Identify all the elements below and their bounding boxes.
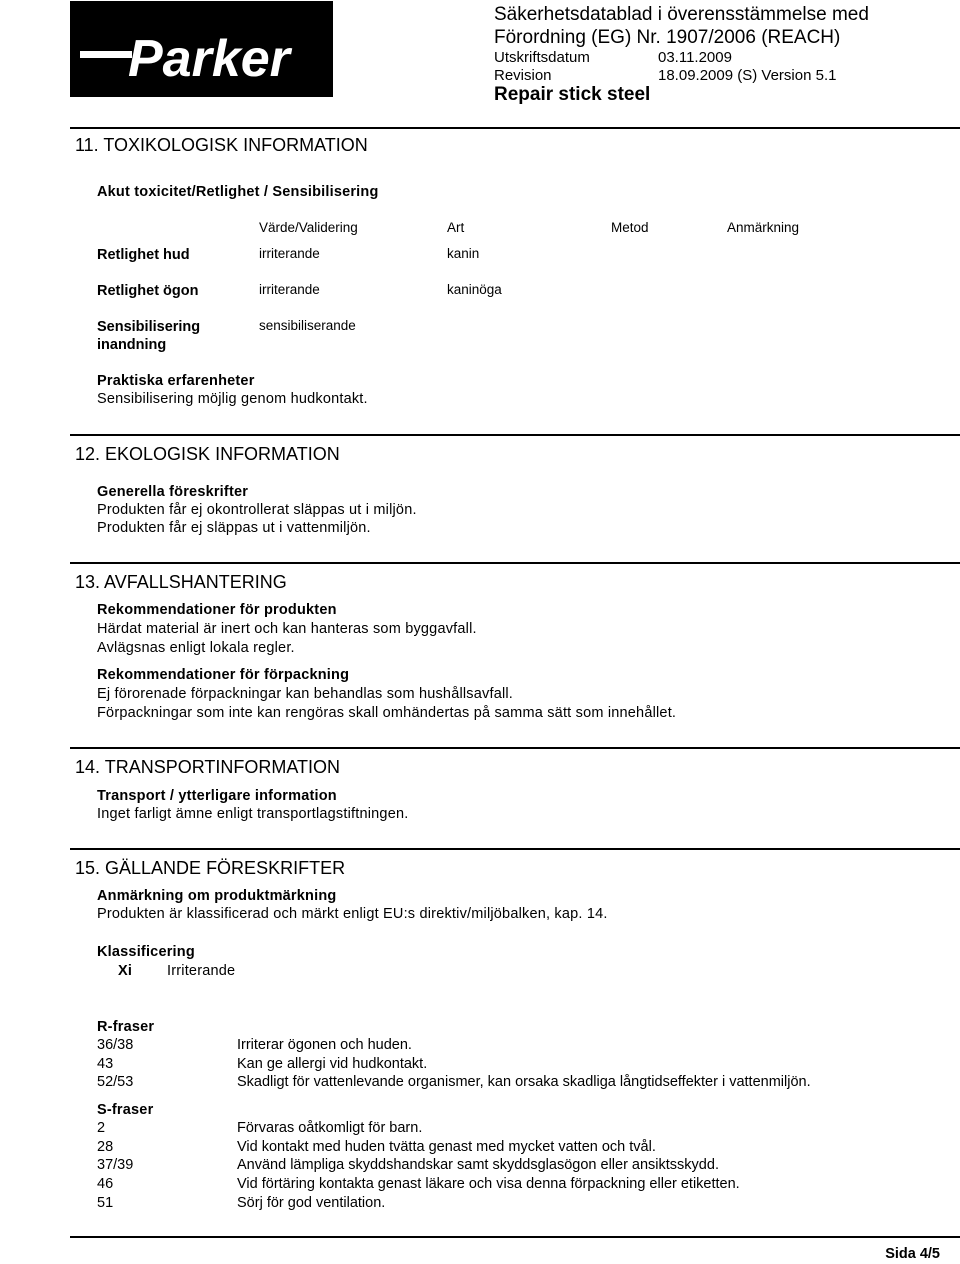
section-14-title: 14. TRANSPORTINFORMATION — [75, 757, 341, 777]
transport-subtitle: Transport / ytterligare information — [97, 788, 337, 804]
row-label-inhalation-line2: inandning — [97, 337, 167, 353]
column-header-remark: Anmärkning — [727, 220, 800, 235]
classification-text: Irriterande — [167, 963, 236, 979]
toxicity-subtitle: Akut toxicitet/Retlighet / Sensibilisering — [97, 184, 379, 200]
practical-text: Sensibilisering möjlig genom hudkontakt. — [97, 391, 368, 407]
s-phrases-title: S-fraser — [97, 1102, 154, 1118]
s-phrase-code: 2 — [97, 1120, 106, 1136]
revision-value: 18.09.2009 (S) Version 5.1 — [658, 67, 837, 84]
row-label-skin: Retlighet hud — [97, 247, 190, 263]
section-15-title: 15. GÄLLANDE FÖRESKRIFTER — [75, 858, 346, 878]
header-title-line2: Förordning (EG) Nr. 1907/2006 (REACH) — [494, 27, 841, 48]
r-phrase-code: 52/53 — [97, 1074, 134, 1090]
section-11-title: 11. TOXIKOLOGISK INFORMATION — [75, 135, 368, 155]
section-13-title: 13. AVFALLSHANTERING — [75, 572, 287, 592]
row-value-eyes: irriterande — [259, 282, 320, 297]
section-divider — [70, 434, 960, 436]
row-label-inhalation-line1: Sensibilisering — [97, 319, 201, 335]
classification-title: Klassificering — [97, 944, 195, 960]
row-value-skin: irriterande — [259, 246, 320, 261]
ecology-line2: Produkten får ej släppas ut i vattenmiljön. — [97, 520, 371, 536]
product-name: Repair stick steel — [494, 84, 651, 105]
practical-title: Praktiska erfarenheter — [97, 373, 255, 389]
classification-code: Xi — [118, 963, 133, 979]
s-phrase-code: 51 — [97, 1195, 114, 1211]
section-12-title: 12. EKOLOGISK INFORMATION — [75, 444, 340, 464]
row-species-skin: kanin — [447, 246, 480, 261]
s-phrase-text: Vid förtäring kontakta genast läkare och visa denna förpackning eller etiketten. — [237, 1176, 740, 1192]
s-phrase-code: 46 — [97, 1176, 114, 1192]
product-recommendation-title: Rekommendationer för produkten — [97, 602, 337, 618]
s-phrase-text: Använd lämpliga skyddshandskar samt skyddsglasögon eller ansiktsskydd. — [237, 1157, 719, 1173]
page-number: Sida 4/5 — [885, 1246, 940, 1262]
ecology-line1: Produkten får ej okontrollerat släppas ut i miljön. — [97, 502, 417, 518]
row-value-inhalation: sensibiliserande — [259, 318, 356, 333]
print-date-label: Utskriftsdatum — [494, 49, 590, 66]
general-regulations-title: Generella föreskrifter — [97, 484, 249, 500]
parker-logo — [70, 1, 333, 97]
s-phrase-text: Förvaras oåtkomligt för barn. — [237, 1120, 423, 1136]
section-divider — [70, 127, 960, 129]
packaging-recommendation-line1: Ej förorenade förpackningar kan behandlas som hushållsavfall. — [97, 686, 514, 702]
column-header-value: Värde/Validering — [259, 220, 358, 235]
section-divider — [70, 848, 960, 850]
packaging-recommendation-title: Rekommendationer för förpackning — [97, 667, 350, 683]
labeling-text: Produkten är klassificerad och märkt enligt EU:s direktiv/miljöbalken, kap. 14. — [97, 906, 608, 922]
column-header-method: Metod — [611, 220, 649, 235]
s-phrase-text: Vid kontakt med huden tvätta genast med mycket vatten och tvål. — [237, 1139, 656, 1155]
row-label-eyes: Retlighet ögon — [97, 283, 199, 299]
section-divider — [70, 562, 960, 564]
labeling-title: Anmärkning om produktmärkning — [97, 888, 337, 904]
r-phrase-text: Kan ge allergi vid hudkontakt. — [237, 1056, 428, 1072]
s-phrase-code: 28 — [97, 1139, 114, 1155]
header-title-line1: Säkerhetsdatablad i överensstämmelse med — [494, 4, 869, 25]
r-phrase-text: Skadligt för vattenlevande organismer, kan orsaka skadliga långtidseffekter i vattenmiljön. — [237, 1074, 811, 1090]
revision-label: Revision — [494, 67, 552, 84]
product-recommendation-line2: Avlägsnas enligt lokala regler. — [97, 640, 295, 656]
logo-text: Parker — [128, 30, 290, 88]
r-phrase-code: 36/38 — [97, 1037, 134, 1053]
s-phrase-text: Sörj för god ventilation. — [237, 1195, 386, 1211]
r-phrase-code: 43 — [97, 1056, 114, 1072]
r-phrase-text: Irriterar ögonen och huden. — [237, 1037, 412, 1053]
column-header-species: Art — [447, 220, 465, 235]
section-divider — [70, 747, 960, 749]
parker-logo-graphic — [70, 1, 333, 97]
s-phrase-code: 37/39 — [97, 1157, 134, 1173]
packaging-recommendation-line2: Förpackningar som inte kan rengöras skall omhändertas på samma sätt som innehållet. — [97, 705, 677, 721]
transport-line1: Inget farligt ämne enligt transportlagstiftningen. — [97, 806, 409, 822]
print-date-value: 03.11.2009 — [658, 49, 732, 66]
footer-divider — [70, 1236, 960, 1238]
product-recommendation-line1: Härdat material är inert och kan hanteras som byggavfall. — [97, 621, 477, 637]
row-species-eyes: kaninöga — [447, 282, 502, 297]
r-phrases-title: R-fraser — [97, 1019, 155, 1035]
